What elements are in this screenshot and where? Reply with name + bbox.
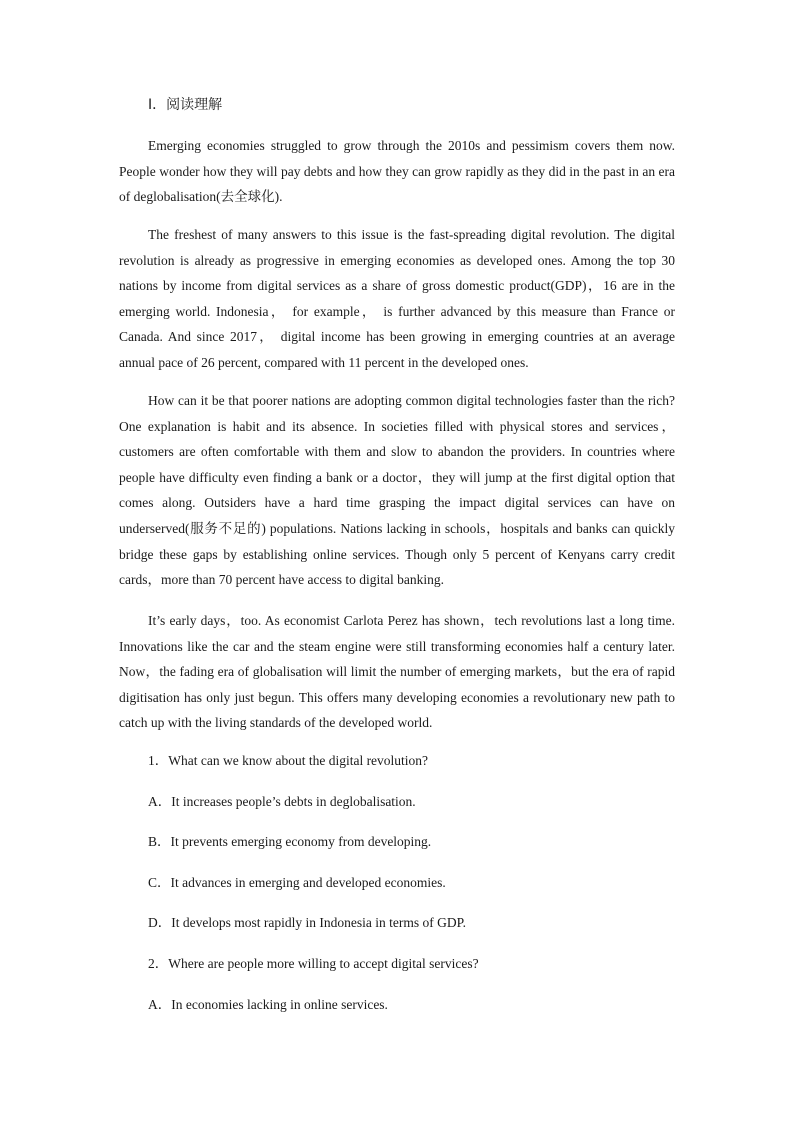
section-title: Ⅰ．阅读理解 [148,97,223,113]
question-1-option-a: A．It increases people’s debts in deglobalisation. [148,794,416,809]
question-1-option-d: D．It develops most rapidly in Indonesia in terms of GDP. [148,915,466,930]
question-1-stem: 1．What can we know about the digital revolution? [148,753,429,768]
passage-paragraph-3: How can it be that poorer nations are adopting common digital technologies faster than the rich? One explanation is habit and its absence. In societies filled with physical stores and services，customers are often comfortable with them and slow to abandon the providers. In countries where people have difficulty even finding a bank or a doctor，they will jump at the first digital option that comes along. Outsiders have a hard time grasping the impact digital services can have on underserved(服务不足的) populations. Nations lacking in schools，hospitals and banks can quickly bridge these gaps by establishing online services. Though only 5 percent of Kenyans carry credit cards，more than 70 percent have access to digital banking. [119,393,675,588]
passage-paragraph-2: The freshest of many answers to this issue is the fast-spreading digital revolution. The digital revolution is already as progressive in emerging economies as developed ones. Among the top 30 nations by income from digital services as a share of gross domestic product(GDP)，16 are in the emerging world. Indonesia， for example， is further advanced by this measure than France or Canada. And since 2017， digital income has been growing in emerging countries at an average annual pace of 26 percent, compared with 11 percent in the developed ones. [119,227,675,370]
question-2-stem: 2．Where are people more willing to accept digital services? [148,956,479,971]
question-2-option-a: A．In economies lacking in online services. [148,997,388,1012]
question-1-option-b: B．It prevents emerging economy from developing. [148,834,432,849]
passage-paragraph-4: It’s early days，too. As economist Carlota Perez has shown，tech revolutions last a long time. Innovations like the car and the steam engine were still transforming economies half a century later. Now，the fading era of globalisation will limit the number of emerging markets，but the era of rapid digitisation has only just begun. This offers many developing economies a revolutionary new path to catch up with the living standards of the developed world. [119,613,675,731]
passage-paragraph-1: Emerging economies struggled to grow through the 2010s and pessimism covers them now. People wonder how they will pay debts and how they can grow rapidly as they did in the past in an era of deglobalisation(去全球化). [119,138,675,205]
question-1-option-c: C．It advances in emerging and developed economies. [148,875,446,890]
